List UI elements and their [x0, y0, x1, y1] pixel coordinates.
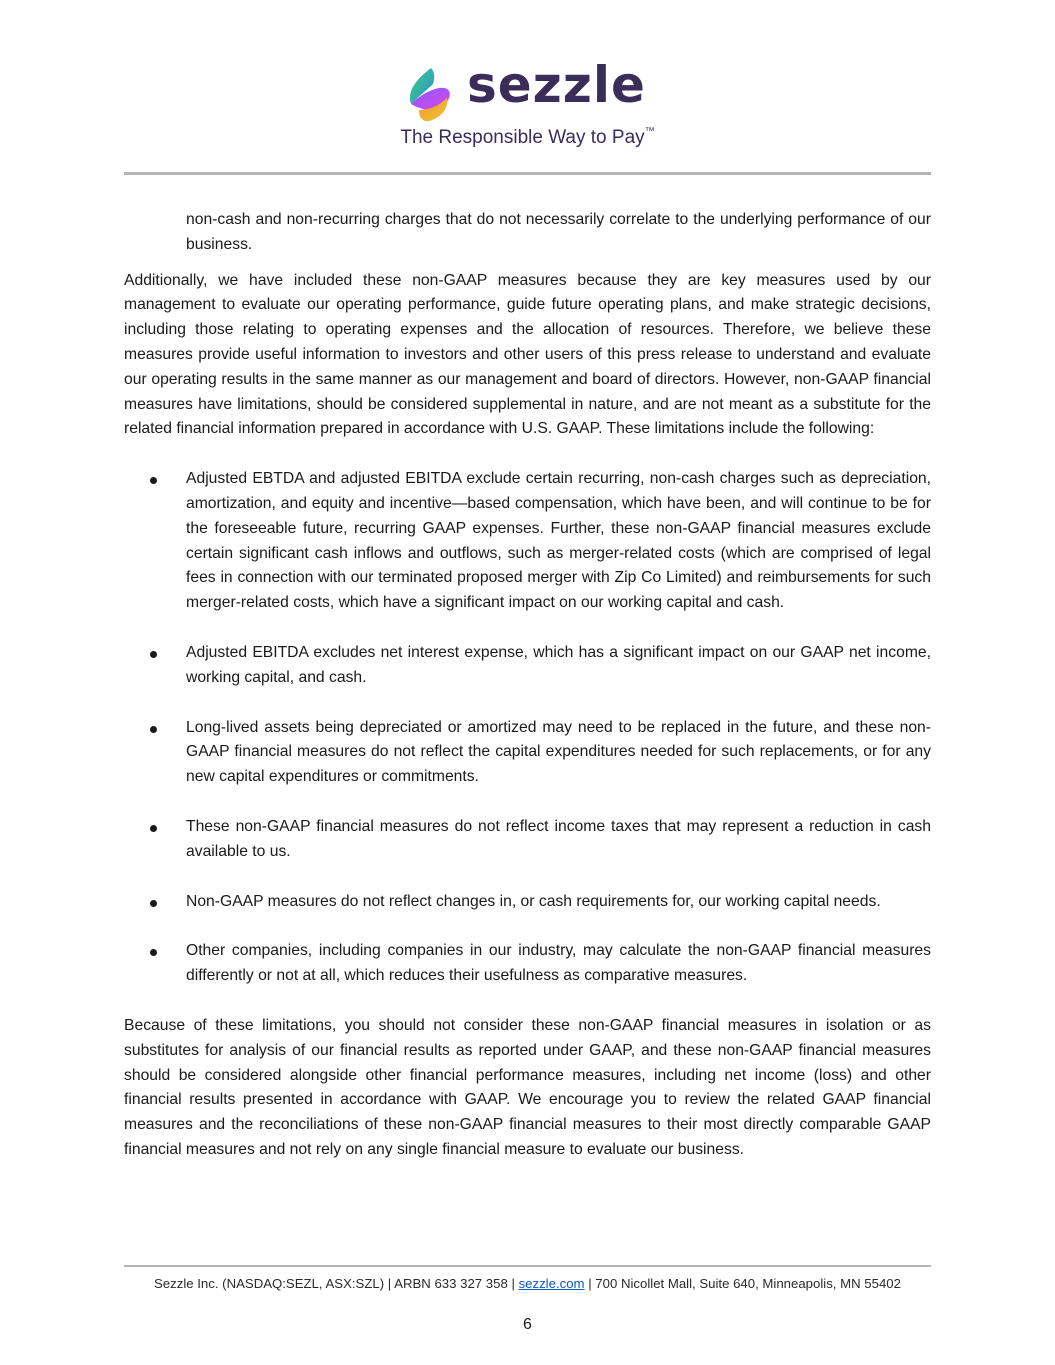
bullet-icon	[150, 651, 157, 658]
bullet-icon	[150, 477, 157, 484]
bullet-icon	[150, 726, 157, 733]
list-item	[186, 641, 931, 691]
list-item	[186, 815, 931, 865]
trademark-mark: ™	[644, 126, 655, 137]
list-item-text: Adjusted EBTDA and adjusted EBITDA exclude certain recurring, non-cash charges such as depreciation, amortization, and equity and incentive—based compensation, which have been, and will continue to be for the foreseeable future, recurring GAAP expenses. Further, these non-GAAP financial measures exclude certain significant cash inflows and outflows, such as merger-related costs (which are comprised of legal fees in connection with our terminated proposed merger with Zip Co Limited) and reimbursements for such merger-related costs, which have a significant impact on our working capital and cash.	[186, 470, 931, 612]
sezzle-logo	[405, 56, 665, 122]
list-item	[186, 939, 931, 989]
tagline-text: The Responsible Way to Pay	[400, 127, 645, 148]
list-item-text: Other companies, including companies in our industry, may calculate the non-GAAP financial measures differently or not at all, which reduces their usefulness as comparative measures.	[186, 942, 931, 985]
list-item-text: Long-lived assets being depreciated or amortized may need to be replaced in the future, and these non-GAAP financial measures do not reflect the capital expenditures needed for such replacements, or for any new capital expenditures or commitments.	[186, 718, 931, 786]
page-number: 6	[523, 1316, 532, 1333]
paragraph-additionally: Additionally, we have included these non-GAAP measures because they are key measures used by our management to evaluate our operating performance, guide future operating plans, and make strategic decisions, including those relating to operating expenses and the allocation of resources. Therefore, we believe these measures provide useful information to investors and other users of this press release to understand and evaluate our operating results in the same manner as our management and board of directors. However, non-GAAP financial measures have limitations, should be considered supplemental in nature, and are not meant as a substitute for the related financial information prepared in accordance with U.S. GAAP. These limitations include the following:	[124, 271, 931, 438]
footer-suffix: | 700 Nicollet Mall, Suite 640, Minneapolis, MN 55402	[584, 1276, 901, 1291]
paragraph-because: Because of these limitations, you should not consider these non-GAAP financial measures in isolation or as substitutes for analysis of our financial results as reported under GAAP, and these non-GAAP financial measures should be considered alongside other financial performance measures, including net income (loss) and other financial results presented in accordance with GAAP. We encourage you to review the related GAAP financial measures and the reconciliations of these non-GAAP financial measures to their most directly comparable GAAP financial measures and not rely on any single financial measure to evaluate our business.	[124, 1016, 931, 1158]
tagline	[0, 126, 1055, 149]
limitations-list	[124, 467, 931, 989]
page-footer	[0, 1276, 1055, 1291]
list-item-text: Adjusted EBITDA excludes net interest expense, which has a significant impact on our GAAP net income, working capital, and cash.	[186, 643, 931, 686]
list-item	[186, 467, 931, 616]
document-body	[124, 208, 931, 1163]
sezzle-leaf-icon	[405, 66, 455, 122]
list-item-text: Non-GAAP measures do not reflect changes in, or cash requirements for, our working capital needs.	[186, 892, 881, 910]
sezzle-website-link[interactable]: sezzle.com	[518, 1276, 585, 1291]
logo-wordmark: sezzle	[467, 56, 646, 114]
footer-divider	[124, 1265, 931, 1267]
list-item	[186, 890, 931, 915]
header-divider	[124, 172, 931, 175]
list-item	[186, 716, 931, 790]
bullet-icon	[150, 825, 157, 832]
page-header	[0, 0, 1055, 180]
bullet-icon	[150, 949, 157, 956]
bullet-icon	[150, 900, 157, 907]
list-item-text: These non-GAAP financial measures do not reflect income taxes that may represent a reduction in cash available to us.	[186, 817, 931, 860]
continued-bullet-text: non-cash and non-recurring charges that do not necessarily correlate to the underlying performance of our business.	[186, 211, 931, 253]
footer-prefix: Sezzle Inc. (NASDAQ:SEZL, ASX:SZL) | ARBN 633 327 358 |	[154, 1276, 519, 1291]
